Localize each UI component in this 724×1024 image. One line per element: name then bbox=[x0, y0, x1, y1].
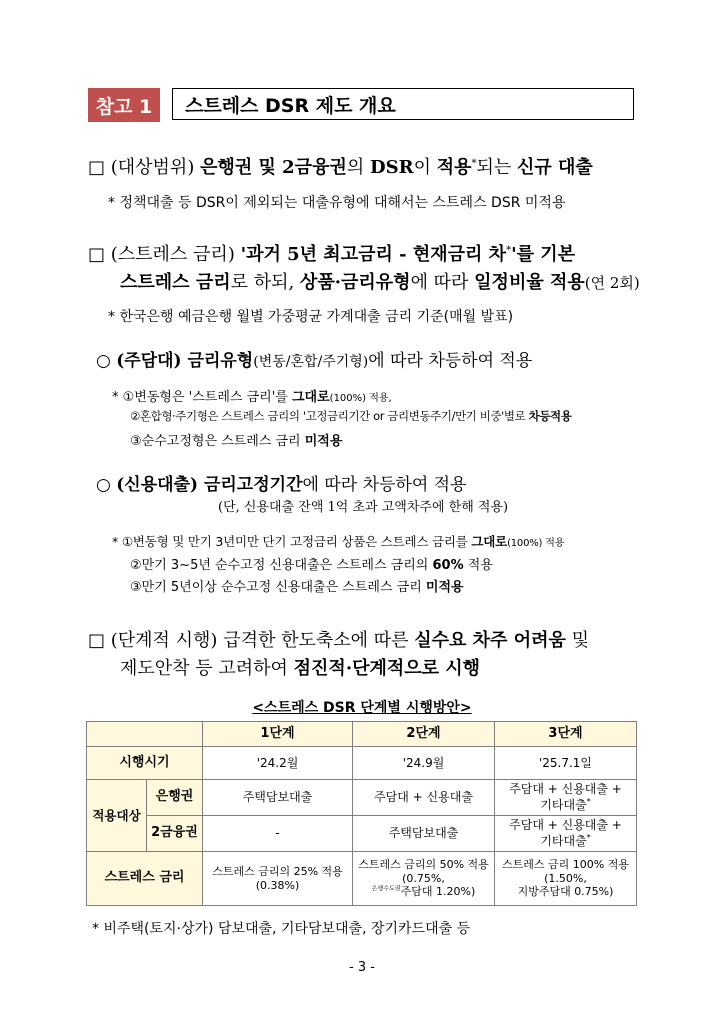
stress-quote: '과거 5년 최고금리 - 현재금리 차 bbox=[240, 244, 507, 265]
table-title: <스트레스 DSR 단계별 시행방안> bbox=[252, 700, 472, 716]
scope-mid-2: 이 bbox=[413, 157, 437, 178]
table-cell: 주택담보대출 bbox=[203, 780, 353, 816]
scope-mid-3: 되는 bbox=[476, 157, 517, 178]
row-label-bank: 은행권 bbox=[147, 780, 203, 816]
phased-mid: 급격한 한도축소에 따른 bbox=[223, 630, 415, 651]
section-stress-rate-line1 bbox=[88, 240, 575, 266]
row-label-stress-rate: 스트레스 금리 bbox=[87, 852, 203, 906]
table-cell: - bbox=[203, 816, 353, 852]
table-row bbox=[87, 747, 637, 780]
mortgage-end: 에 따라 차등하여 적용 bbox=[368, 351, 533, 371]
table-cell: '25.7.1일 bbox=[495, 747, 637, 780]
mortgage-prefix: (주담대) bbox=[116, 351, 188, 371]
table-row bbox=[87, 852, 637, 906]
scope-mid-1: 의 bbox=[346, 157, 370, 178]
subsection-mortgage bbox=[96, 346, 532, 371]
table-cell: '24.2월 bbox=[203, 747, 353, 780]
scope-prefix: (대상범위) bbox=[110, 157, 201, 178]
table-cell: 스트레스 금리 100% 적용 (1.50%, 지방주담대 0.75%) bbox=[495, 852, 637, 906]
subsection-credit-loan bbox=[96, 470, 467, 495]
circle-bullet: ○ bbox=[96, 351, 111, 371]
stress-end: '를 기본 bbox=[511, 244, 576, 265]
row-label-target: 적용대상 bbox=[87, 780, 147, 852]
credit-note-2: ②만기 3~5년 순수고정 신용대출은 스트레스 금리의 60% 적용 bbox=[130, 558, 493, 573]
page-number: - 3 - bbox=[349, 960, 375, 975]
stress-prefix: (스트레스 금리) bbox=[110, 244, 241, 265]
row-label-second-tier: 2금융권 bbox=[147, 816, 203, 852]
credit-end: 에 따라 차등하여 적용 bbox=[302, 475, 467, 495]
section-phased-line2 bbox=[120, 654, 480, 680]
scope-bold-4: 신규 대출 bbox=[516, 157, 593, 178]
mortgage-bold: 금리유형 bbox=[187, 351, 254, 371]
section-phased-line1 bbox=[88, 626, 589, 652]
mortgage-note-3: ③순수고정형은 스트레스 금리 미적용 bbox=[130, 434, 343, 449]
checkbox-bullet: □ bbox=[88, 244, 106, 265]
table-cell: 주담대 + 신용대출 + 기타대출* bbox=[495, 780, 637, 816]
table-header-phase3: 3단계 bbox=[495, 722, 637, 747]
section-stress-rate-line2 bbox=[120, 268, 640, 294]
stress-mid-1: 로 하되, bbox=[230, 272, 300, 293]
stress-bold-1: 스트레스 금리 bbox=[120, 272, 231, 293]
table-header-phase1: 1단계 bbox=[203, 722, 353, 747]
table-row bbox=[87, 816, 637, 852]
credit-note-3: ③만기 5년이상 순수고정 신용대출은 스트레스 금리 미적용 bbox=[130, 580, 464, 595]
stress-end-2: (연 2회) bbox=[584, 274, 640, 292]
table-cell: 주담대 + 신용대출 + 기타대출* bbox=[495, 816, 637, 852]
table-header-corner bbox=[87, 722, 203, 747]
phased-prefix: (단계적 시행) bbox=[110, 630, 224, 651]
stress-note: * 한국은행 예금은행 월별 가중평균 가계대출 금리 기준(매월 발표) bbox=[108, 309, 514, 325]
table-cell: 스트레스 금리의 25% 적용 (0.38%) bbox=[203, 852, 353, 906]
phased-end: 및 bbox=[565, 630, 589, 651]
phased-bold: 실수요 차주 어려움 bbox=[414, 630, 566, 651]
stress-star: * bbox=[506, 245, 512, 256]
table-cell: 주담대 + 신용대출 bbox=[353, 780, 495, 816]
reference-tag: 참고 1 bbox=[88, 88, 160, 122]
row-label-time: 시행시기 bbox=[87, 747, 203, 780]
scope-bold-3: 적용 bbox=[436, 157, 472, 178]
mortgage-note-1: * ①변동형은 '스트레스 금리'를 그대로(100%) 적용, bbox=[112, 390, 392, 405]
table-row bbox=[87, 780, 637, 816]
circle-bullet: ○ bbox=[96, 475, 111, 495]
phase-table bbox=[86, 721, 637, 906]
footnote: * 비주택(토지·상가) 담보대출, 기타담보대출, 장기카드대출 등 bbox=[92, 921, 471, 937]
section-title-box bbox=[172, 88, 634, 120]
checkbox-bullet: □ bbox=[88, 157, 106, 178]
table-header-row bbox=[87, 722, 637, 747]
table-cell: 주택담보대출 bbox=[353, 816, 495, 852]
stress-mid-2: 에 따라 bbox=[410, 272, 475, 293]
phased-line2-bold: 점진적·단계적으로 시행 bbox=[293, 658, 481, 679]
credit-bold: 금리고정기간 bbox=[203, 475, 303, 495]
scope-bold-2: DSR bbox=[369, 157, 414, 178]
phased-line2-a: 제도안착 등 고려하여 bbox=[120, 658, 294, 679]
credit-prefix: (신용대출) bbox=[116, 475, 204, 495]
credit-paren: (단, 신용대출 잔액 1억 초과 고액차주에 한해 적용) bbox=[218, 500, 509, 515]
scope-note: * 정책대출 등 DSR이 제외되는 대출유형에 대해서는 스트레스 DSR 미적용 bbox=[108, 195, 566, 211]
mortgage-paren: (변동/혼합/주기형) bbox=[253, 354, 369, 370]
scope-bold-1: 은행권 및 2금융권 bbox=[200, 157, 347, 178]
table-header-phase2: 2단계 bbox=[353, 722, 495, 747]
stress-bold-2: 상품·금리유형 bbox=[299, 272, 411, 293]
table-cell: 스트레스 금리의 50% 적용 (0.75%, $^{은행수도권}$주담대 1.20%) bbox=[353, 852, 495, 906]
scope-star: * bbox=[471, 158, 477, 169]
checkbox-bullet: □ bbox=[88, 630, 106, 651]
table-cell: '24.9월 bbox=[353, 747, 495, 780]
section-scope bbox=[88, 153, 593, 179]
mortgage-note-2: ②혼합형·주기형은 스트레스 금리의 '고정금리기간 or 금리변동주기/만기 비중'별로 차등적용 bbox=[130, 409, 572, 423]
stress-bold-3: 일정비율 적용 bbox=[474, 272, 585, 293]
credit-note-1: * ①변동형 및 만기 3년미만 단기 고정금리 상품은 스트레스 금리를 그대로(100%) 적용 bbox=[112, 534, 565, 549]
section-title: 스트레스 DSR 제도 개요 bbox=[185, 94, 396, 117]
